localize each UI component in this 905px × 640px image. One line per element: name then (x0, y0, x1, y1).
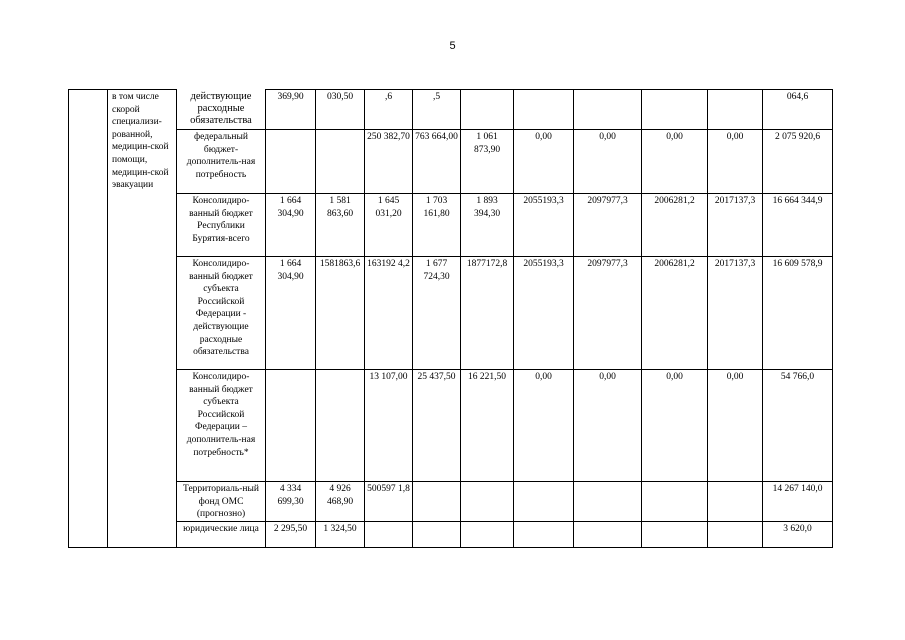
table-row (69, 482, 833, 522)
value-cell (316, 130, 365, 194)
value-cell: 2006281,2 (642, 194, 708, 257)
source-cell: Консолидиро-ванный бюджет субъекта Российской Федерации - действующие расходные обязательства (177, 257, 266, 370)
value-cell: ,6 (365, 90, 413, 130)
value-cell: 1877172,8 (461, 257, 514, 370)
value-cell: 163192 4,2 (365, 257, 413, 370)
value-cell: 0,00 (514, 370, 574, 482)
value-cell (413, 522, 461, 548)
value-cell: 2 295,50 (266, 522, 316, 548)
empty-cell (69, 90, 108, 548)
value-cell: 0,00 (574, 370, 642, 482)
value-cell: 14 267 140,0 (763, 482, 833, 522)
page-number: 5 (449, 40, 456, 52)
value-cell: 0,00 (514, 130, 574, 194)
value-cell: 1 324,50 (316, 522, 365, 548)
value-cell: 2 075 920,6 (763, 130, 833, 194)
value-cell: 0,00 (642, 370, 708, 482)
table-row (69, 370, 833, 482)
source-cell: действующие расходные обязательства (177, 90, 266, 130)
value-cell: 250 382,70 (365, 130, 413, 194)
value-cell: 030,50 (316, 90, 365, 130)
value-cell (266, 130, 316, 194)
value-cell (642, 482, 708, 522)
value-cell: 16 664 344,9 (763, 194, 833, 257)
value-cell: 3 620,0 (763, 522, 833, 548)
value-cell (514, 90, 574, 130)
value-cell: 2097977,3 (574, 257, 642, 370)
value-cell: 4 334 699,30 (266, 482, 316, 522)
value-cell: 1 664 304,90 (266, 257, 316, 370)
value-cell: 1 645 031,20 (365, 194, 413, 257)
value-cell (574, 90, 642, 130)
value-cell: 1 664 304,90 (266, 194, 316, 257)
value-cell: 2006281,2 (642, 257, 708, 370)
table-row (69, 257, 833, 370)
value-cell (514, 522, 574, 548)
value-cell (461, 522, 514, 548)
value-cell: 2055193,3 (514, 257, 574, 370)
value-cell (316, 370, 365, 482)
value-cell: 763 664,00 (413, 130, 461, 194)
value-cell: 0,00 (642, 130, 708, 194)
value-cell (708, 482, 763, 522)
source-cell: юридические лица (177, 522, 266, 548)
value-cell (708, 90, 763, 130)
source-cell: Консолидиро-ванный бюджет субъекта Российской Федерации – дополнитель-ная потребность* (177, 370, 266, 482)
empty-cell (108, 522, 177, 548)
table-row (69, 130, 833, 194)
value-cell: 1 703 161,80 (413, 194, 461, 257)
source-cell: Консолидиро-ванный бюджет Республики Бурятия-всего (177, 194, 266, 257)
value-cell: 2017137,3 (708, 257, 763, 370)
measure-label-cell: в том числе скорой специализи-рованной, медицин-ской помощи, медицин-ской эвакуации (108, 90, 177, 522)
value-cell: 16 609 578,9 (763, 257, 833, 370)
value-cell: 1581863,6 (316, 257, 365, 370)
value-cell (266, 370, 316, 482)
value-cell (574, 482, 642, 522)
value-cell: 369,90 (266, 90, 316, 130)
source-cell: федеральный бюджет-дополнитель-ная потребность (177, 130, 266, 194)
value-cell: 54 766,0 (763, 370, 833, 482)
table-row (69, 90, 833, 130)
value-cell: 16 221,50 (461, 370, 514, 482)
value-cell: 4 926 468,90 (316, 482, 365, 522)
value-cell (574, 522, 642, 548)
value-cell (642, 522, 708, 548)
table-row (69, 522, 833, 548)
value-cell: 064,6 (763, 90, 833, 130)
source-cell: Территориаль-ный фонд ОМС (прогнозно) (177, 482, 266, 522)
budget-table (68, 89, 833, 548)
value-cell: 2055193,3 (514, 194, 574, 257)
value-cell: 500597 1,8 (365, 482, 413, 522)
value-cell: 13 107,00 (365, 370, 413, 482)
value-cell: 0,00 (708, 370, 763, 482)
value-cell (514, 482, 574, 522)
value-cell: 1 061 873,90 (461, 130, 514, 194)
value-cell (642, 90, 708, 130)
value-cell: 1 581 863,60 (316, 194, 365, 257)
value-cell: 1 677 724,30 (413, 257, 461, 370)
value-cell: 1 893 394,30 (461, 194, 514, 257)
value-cell (708, 522, 763, 548)
value-cell (461, 482, 514, 522)
value-cell: 0,00 (574, 130, 642, 194)
value-cell (365, 522, 413, 548)
value-cell: 0,00 (708, 130, 763, 194)
value-cell: 2017137,3 (708, 194, 763, 257)
table-row (69, 194, 833, 257)
value-cell (413, 482, 461, 522)
value-cell: ,5 (413, 90, 461, 130)
value-cell (461, 90, 514, 130)
value-cell: 2097977,3 (574, 194, 642, 257)
value-cell: 25 437,50 (413, 370, 461, 482)
